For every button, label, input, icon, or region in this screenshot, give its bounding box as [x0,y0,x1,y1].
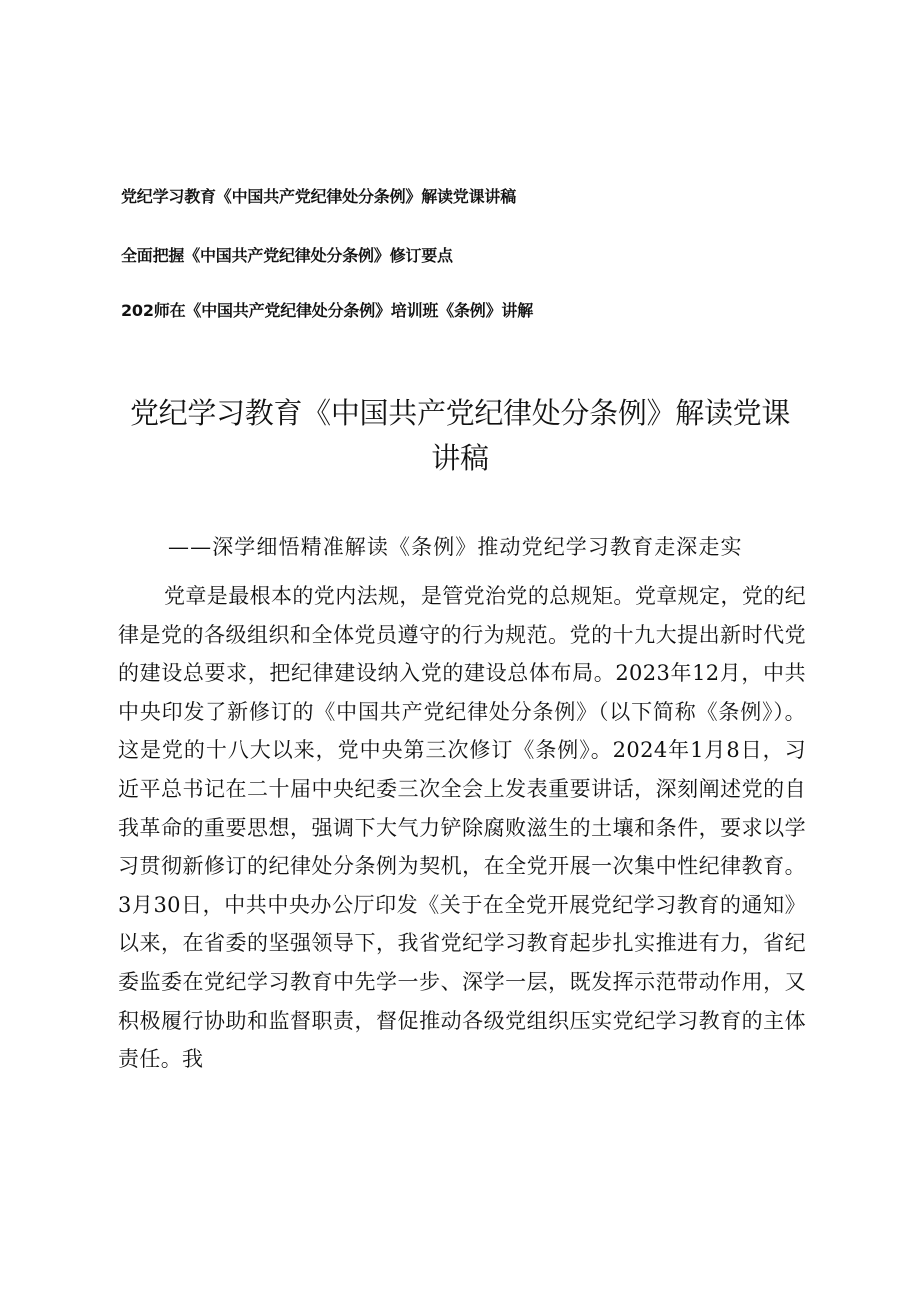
toc-item[interactable]: 全面把握《中国共产党纪律处分条例》修订要点 [121,246,453,265]
toc-item[interactable]: 202师在《中国共产党纪律处分条例》培训班《条例》讲解 [121,301,533,320]
document-title: 党纪学习教育《中国共产党纪律处分条例》解读党课讲稿 [129,396,791,475]
document-subtitle: ——深学细悟精准解读《条例》推动党纪学习教育走深走实 [168,535,743,559]
body-paragraph: 党章是最根本的党内法规，是管党治党的总规矩。党章规定，党的纪律是党的各级组织和全体党员遵守的行为规范。党的十九大提出新时代党的建设总要求，把纪律建设纳入党的建设总体布局。2023年12月，中共中央印发了新修订的《中国共产党纪律处分条例》（以下简称《条例》）。这是党的十八大以来，党中央第三次修订《条例》。2024年1月8日，习近平总书记在二十届中央纪委三次全会上发表重要讲话，深刻阐述党的自我革命的重要思想，强调下大气力铲除腐败滋生的土壤和条件，要求以学习贯彻新修订的纪律处分条例为契机，在全党开展一次集中性纪律教育。3月30日，中共中央办公厅印发《关于在全党开展党纪学习教育的通知》以来，在省委的坚强领导下，我省党纪学习教育起步扎实推进有力，省纪委监委在党纪学习教育中先学一步、深学一层，既发挥示范带动作用，又积极履行协助和监督职责，督促推动各级党组织压实党纪学习教育的主体责任。我 [118,584,806,1072]
toc-item[interactable]: 党纪学习教育《中国共产党纪律处分条例》解读党课讲稿 [121,187,517,206]
